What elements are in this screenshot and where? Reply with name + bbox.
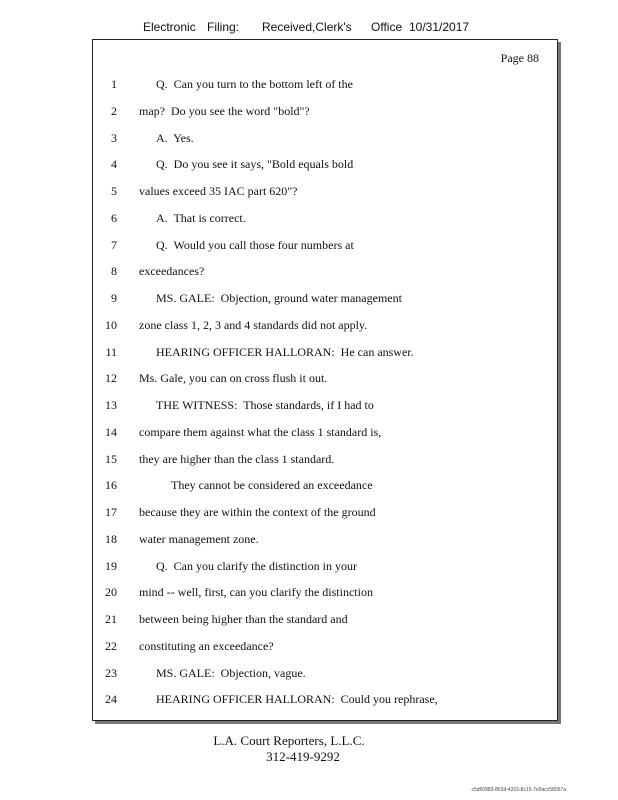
line-text: constituting an exceedance?: [139, 638, 274, 653]
footer-phone: 312-419-9292: [266, 749, 340, 764]
header-filing: Filing:: [207, 20, 240, 34]
line-text: Q. Do you see it says, "Bold equals bold: [156, 157, 354, 172]
line-text: THE WITNESS: Those standards, if I had to: [156, 398, 374, 412]
transcript-line: [93, 77, 553, 93]
line-text: HEARING OFFICER HALLORAN: He can answer.: [156, 344, 414, 359]
line-number: 11: [105, 344, 117, 359]
transcript-line: [93, 505, 553, 521]
document-hash: c5d60983-863d-4315-8c15-7e5acc58057a: [471, 787, 566, 793]
transcript-line: [93, 104, 553, 120]
line-number: 10: [105, 317, 117, 332]
line-text: values exceed 35 IAC part 620"?: [139, 184, 298, 198]
transcript-line: [93, 345, 553, 361]
line-number: 15: [105, 451, 117, 466]
line-number: 20: [105, 585, 117, 600]
line-text: Q. Can you turn to the bottom left of the: [156, 77, 353, 91]
transcript-line: [93, 157, 553, 173]
transcript-line: [93, 291, 553, 307]
transcript-line: [93, 666, 553, 682]
line-number: 4: [111, 157, 117, 172]
line-number: 2: [111, 103, 117, 118]
line-number: 19: [105, 558, 117, 573]
line-text: Q. Would you call those four numbers at: [156, 237, 354, 252]
line-text: zone class 1, 2, 3 and 4 standards did not apply.: [139, 317, 368, 332]
line-number: 18: [105, 531, 117, 546]
line-text: they are higher than the class 1 standard.: [139, 451, 335, 466]
transcript-line: [93, 559, 553, 575]
filing-header: [143, 20, 469, 34]
transcript-line: [93, 452, 553, 468]
line-text: A. Yes.: [156, 130, 194, 145]
line-number: 13: [105, 398, 117, 412]
transcript-line: [93, 585, 553, 601]
line-text: MS. GALE: Objection, vague.: [156, 665, 306, 680]
line-number: 23: [105, 665, 117, 680]
line-number: 9: [111, 291, 117, 305]
line-text: between being higher than the standard and: [139, 612, 348, 626]
line-text: mind -- well, first, can you clarify the distinction: [139, 585, 373, 600]
transcript-line: [93, 532, 553, 548]
footer-company: L.A. Court Reporters, L.L.C.: [213, 733, 365, 748]
transcript-line: [93, 238, 553, 254]
line-number: 8: [111, 264, 117, 279]
line-text: compare them against what the class 1 standard is,: [139, 424, 382, 439]
line-number: 22: [105, 638, 117, 653]
line-text: HEARING OFFICER HALLORAN: Could you rephrase,: [156, 692, 438, 707]
line-text: Q. Can you clarify the distinction in your: [156, 558, 357, 573]
header-electronic: Electronic: [143, 20, 196, 34]
line-number: 5: [111, 184, 117, 198]
header-date: 10/31/2017: [409, 20, 470, 34]
transcript-line: [93, 131, 553, 147]
line-text: exceedances?: [139, 264, 205, 279]
line-text: because they are within the context of the ground: [139, 505, 376, 519]
line-number: 21: [105, 612, 117, 626]
transcript-line: [93, 398, 553, 414]
line-number: 16: [105, 478, 117, 493]
transcript-page: [92, 39, 558, 721]
transcript-line: [93, 425, 553, 441]
header-received: Received,Clerk's: [262, 20, 352, 34]
transcript-line: [93, 639, 553, 655]
line-number: 1: [111, 77, 117, 91]
transcript-line: [93, 264, 553, 280]
transcript-line: [93, 692, 553, 708]
line-number: 7: [111, 237, 117, 252]
line-text: They cannot be considered an exceedance: [171, 478, 373, 493]
line-number: 17: [105, 505, 117, 519]
line-text: MS. GALE: Objection, ground water management: [156, 291, 402, 305]
line-number: 12: [105, 371, 117, 386]
transcript-line: [93, 371, 553, 387]
page-number: Page 88: [500, 51, 539, 65]
line-text: Ms. Gale, you can on cross flush it out.: [139, 371, 328, 386]
line-number: 24: [105, 692, 117, 707]
transcript-line: [93, 478, 553, 494]
line-text: A. That is correct.: [156, 210, 246, 225]
transcript-line: [93, 318, 553, 334]
line-number: 6: [111, 210, 117, 225]
transcript-line: [93, 211, 553, 227]
transcript-line: [93, 612, 553, 628]
line-text: water management zone.: [139, 531, 259, 546]
line-number: 3: [111, 130, 117, 145]
transcript-line: [93, 184, 553, 200]
header-office: Office: [371, 20, 403, 34]
line-text: map? Do you see the word "bold"?: [139, 103, 310, 118]
line-number: 14: [105, 424, 117, 439]
